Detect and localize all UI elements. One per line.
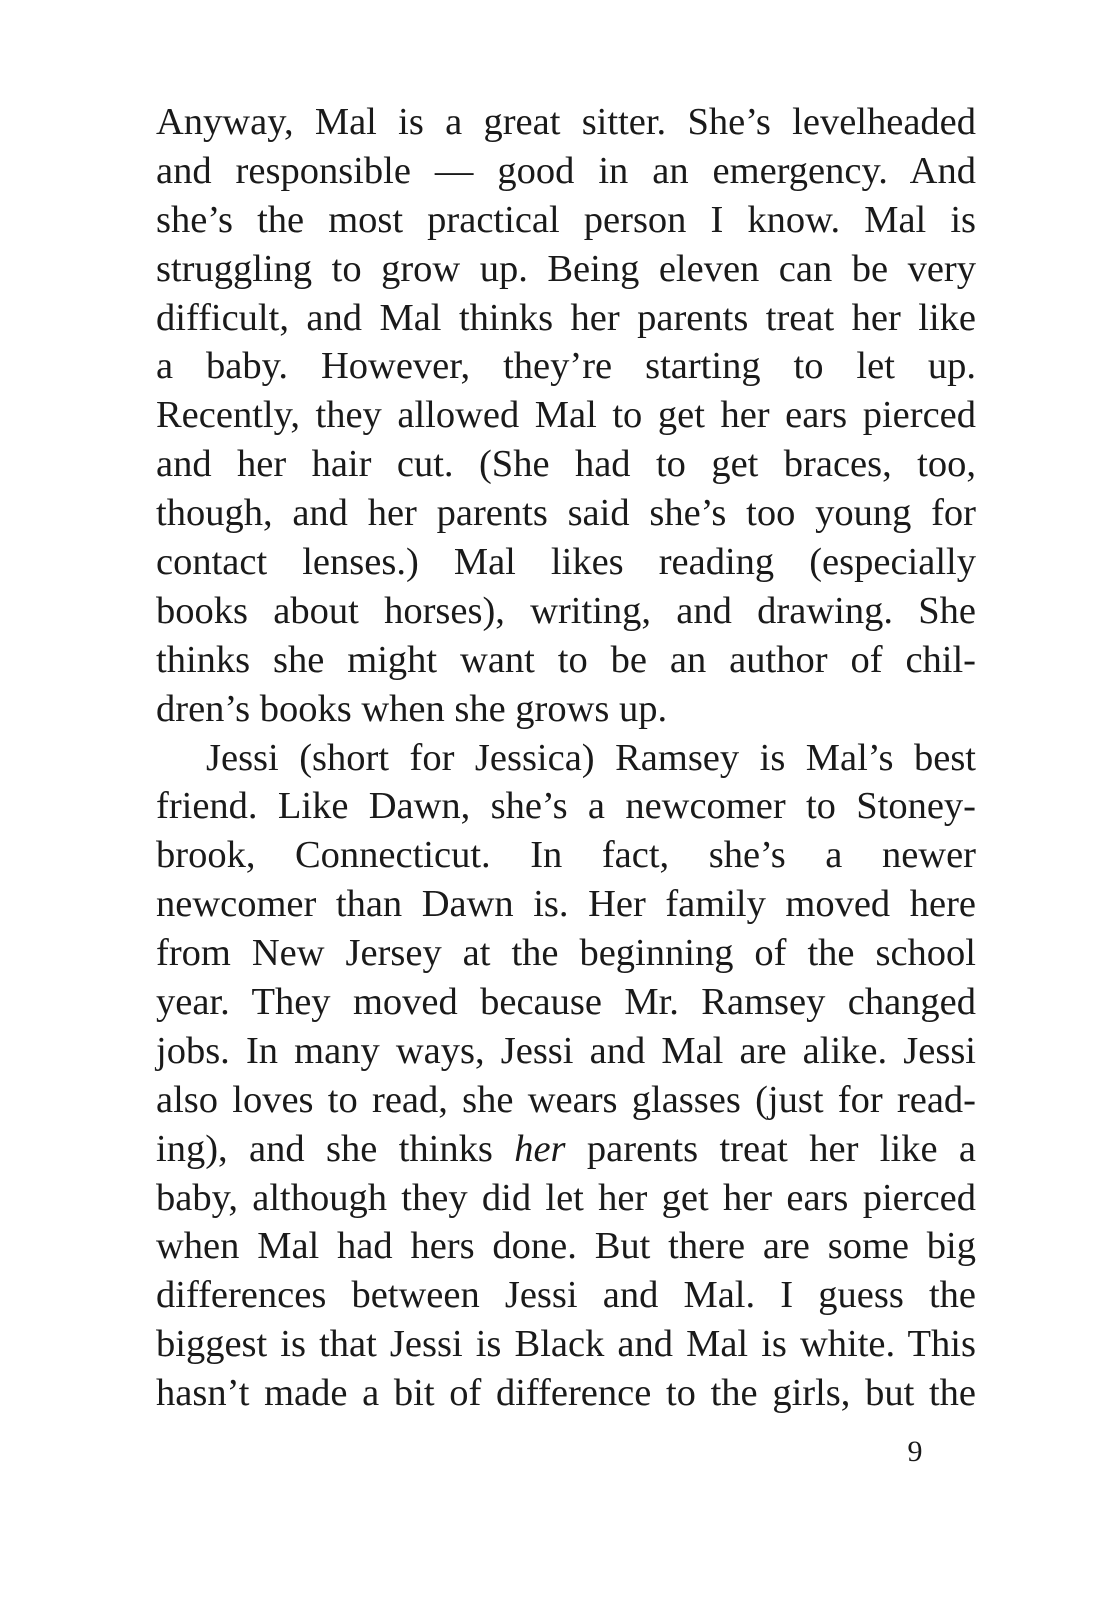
text-line: contact lenses.) Mal likes reading (especially <box>156 541 976 584</box>
text-line: thinks she might want to be an author of chil- <box>156 638 976 681</box>
body-text <box>156 98 976 1418</box>
text-line: baby, although they did let her get her ears pierced <box>156 1176 976 1219</box>
text-line-with-italic <box>156 1125 976 1174</box>
text-line: brook, Connecticut. In fact, she’s a newer <box>156 834 976 877</box>
text-line: though, and her parents said she’s too young for <box>156 492 976 535</box>
text-line: newcomer than Dawn is. Her family moved here <box>156 883 976 926</box>
text-line: she’s the most practical person I know. Mal is <box>156 198 976 241</box>
text-line: also loves to read, she wears glasses (just for read- <box>156 1078 976 1121</box>
page-number: 9 <box>907 1435 923 1468</box>
text-run: ing), and she thinks <box>156 1127 515 1170</box>
text-line: biggest is that Jessi is Black and Mal is white. This <box>156 1323 976 1366</box>
text-line: when Mal had hers done. But there are some big <box>156 1225 976 1268</box>
text-line: hasn’t made a bit of difference to the girls, but the <box>156 1372 976 1415</box>
text-line: jobs. In many ways, Jessi and Mal are alike. Jessi <box>156 1029 976 1072</box>
text-line: books about horses), writing, and drawing. She <box>156 589 976 632</box>
text-line: and her hair cut. (She had to get braces, too, <box>156 443 976 486</box>
text-line: friend. Like Dawn, she’s a newcomer to Stoney- <box>156 785 976 828</box>
italic-emphasis: her <box>514 1127 566 1170</box>
text-line: difficult, and Mal thinks her parents treat her like <box>156 296 976 339</box>
text-line: struggling to grow up. Being eleven can be very <box>156 247 976 290</box>
text-line: Anyway, Mal is a great sitter. She’s levelheaded <box>156 101 976 143</box>
text-line: and responsible — good in an emergency. And <box>156 149 976 192</box>
text-line: a baby. However, they’re starting to let up. <box>156 345 976 388</box>
text-line: Recently, they allowed Mal to get her ears pierced <box>156 394 976 437</box>
text-line: differences between Jessi and Mal. I guess the <box>156 1274 976 1317</box>
text-line: dren’s books when she grows up. <box>156 687 668 730</box>
text-line: Jessi (short for Jessica) Ramsey is Mal’s best <box>206 736 976 779</box>
text-line: year. They moved because Mr. Ramsey changed <box>156 981 976 1024</box>
text-run: parents treat her like a <box>565 1127 977 1170</box>
text-line: from New Jersey at the beginning of the school <box>156 932 976 975</box>
